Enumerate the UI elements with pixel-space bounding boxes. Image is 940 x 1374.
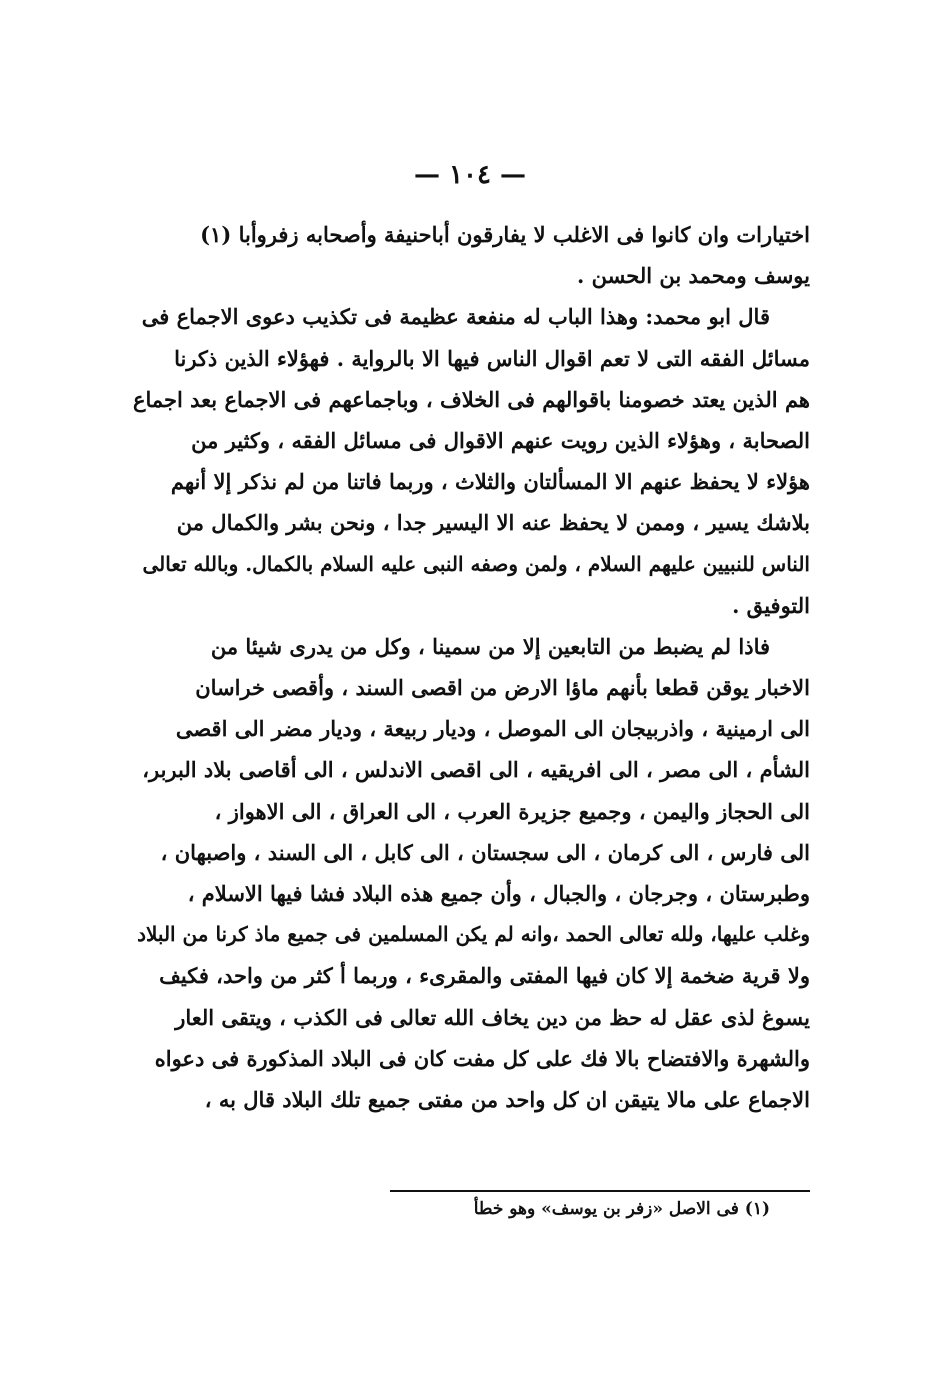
text-line: فاذا لم يضبط من التابعين إلا من سمينا ، وكل من يدرى شيئا من [210,633,770,659]
text-line: يسوغ لذى عقل له حظ من دين يخاف الله تعالى فى الكذب ، ويتقى العار [175,1004,810,1030]
text-line: وطبرستان ، وجرجان ، والجبال ، وأن جميع هذه البلاد فشا فيها الاسلام ، [187,881,810,906]
text-line: قال ابو محمد: وهذا الباب له منفعة عظيمة فى تكذيب دعوى الاجماع فى [141,304,770,330]
text-line: هم الذين يعتد خصومنا باقوالهم فى الخلاف ، وباجماعهم فى الاجماع بعد اجماع [132,386,810,412]
text-line: يوسف ومحمد بن الحسن . [576,263,810,289]
text-line: هؤلاء لا يحفظ عنهم الا المسألتان والثلاث ، وربما فاتنا من لم نذكر إلا أنهم [170,469,810,495]
footnote: (١) فى الاصل «زفر بن يوسف» وهو خطأ [473,1199,770,1219]
page-number: — ١٠٤ — [413,160,527,190]
text-line: ولا قرية ضخمة إلا كان فيها المفتى والمقرىء ، وربما أ كثر من واحد، فكيف [159,963,810,989]
text-line: وغلب عليها، ولله تعالى الحمد ،وانه لم يكن المسلمين فى جميع ماذ كرنا من البلاد [137,922,810,947]
text-line: والشهرة والافتضاح بالا فك على كل مفت كان فى البلاد المذكورة فى دعواه [154,1045,810,1071]
text-line: الشأم ، الى مصر ، الى افريقيه ، الى اقصى الاندلس ، الى أقاصى بلاد البربر، [142,757,810,783]
text-line: الاجماع على مالا يتيقن ان كل واحد من مفتى جميع تلك البلاد قال به ، [204,1086,810,1112]
text-line: التوفيق . [732,592,810,618]
text-line: الاخبار يوقن قطعا بأنهم ماؤا الارض من اقصى السند ، وأقصى خراسان [195,675,810,701]
text-line: مسائل الفقه التى لا تعم اقوال الناس فيها الا بالرواية . فهؤلاء الذين ذكرنا [174,345,810,371]
text-line: الى الحجاز واليمن ، وجميع جزيرة العرب ، الى العراق ، الى الاهواز ، [214,798,810,824]
body-text [130,214,810,1120]
footnote-divider [390,1190,810,1192]
text-line: الناس للنبيين عليهم السلام ، ولمن وصفه النبى عليه السلام بالكمال. وبالله تعالى [142,551,810,576]
text-line: اختيارات وان كانوا فى الاغلب لا يفارقون أباحنيفة وأصحابه زفروأبا (١) [200,222,810,247]
text-line: الصحابة ، وهؤلاء الذين رويت عنهم الاقوال فى مسائل الفقه ، وكثير من [191,427,810,453]
text-line: الى ارمينية ، واذربيجان الى الموصل ، وديار ربيعة ، وديار مضر الى اقصى [175,716,810,742]
text-line: بلاشك يسير ، وممن لا يحفظ عنه الا اليسير جدا ، ونحن بشر والكمال من [176,510,810,536]
text-line: الى فارس ، الى كرمان ، الى سجستان ، الى كابل ، الى السند ، واصبهان ، [160,839,810,865]
